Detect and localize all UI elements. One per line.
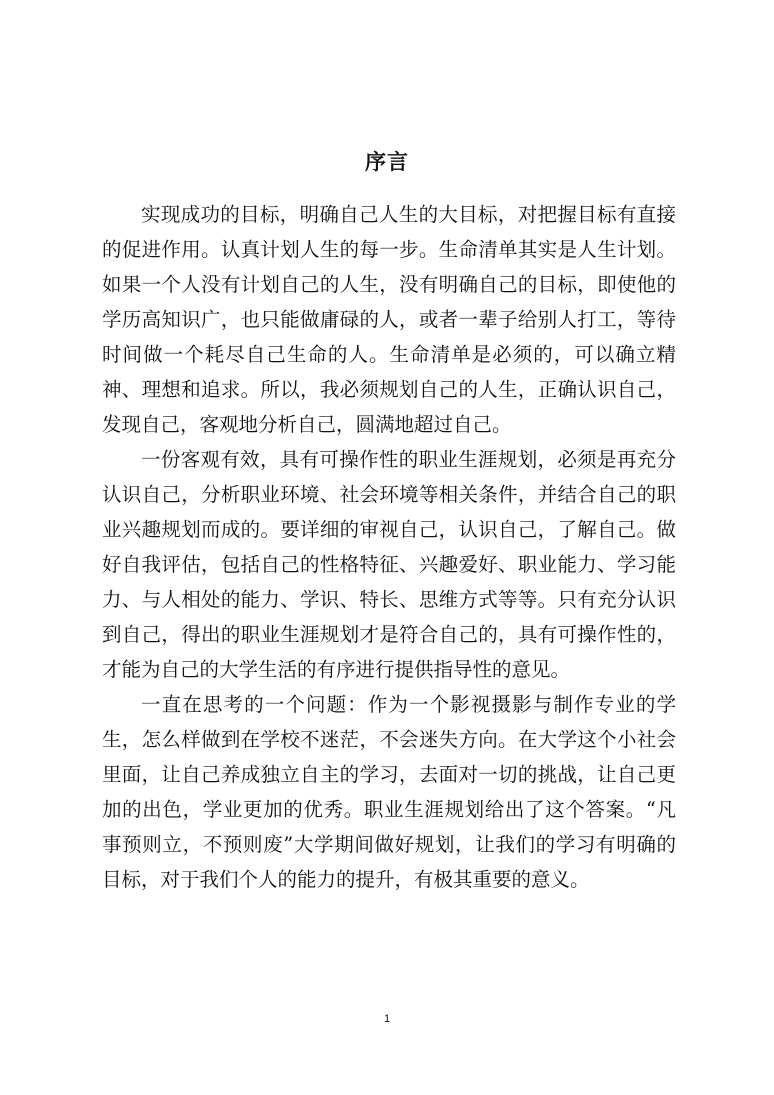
- paragraph-3: 一直在思考的一个问题：作为一个影视摄影与制作专业的学生，怎么样做到在学校不迷茫，不会迷失方向。在大学这个小社会里面，让自己养成独立自主的学习，去面对一切的挑战，让自己更加的出色，学业更加的优秀。职业生涯规划给出了这个答案。“凡事预则立，不预则废”大学期间做好规划，让我们的学习有明确的目标，对于我们个人的能力的提升，有极其重要的意义。: [102, 693, 676, 891]
- page-number: 1: [383, 1013, 391, 1025]
- body-text: [102, 197, 676, 897]
- page-title: 序言: [365, 149, 409, 174]
- paragraph-2: 一份客观有效，具有可操作性的职业生涯规划，必须是再充分认识自己，分析职业环境、社会环境等相关条件，并结合自己的职业兴趣规划而成的。要详细的审视自己，认识自己，了解自己。做好自我评估，包括自己的性格特征、兴趣爱好、职业能力、学习能力、与人相处的能力、学识、特长、思维方式等等。只有充分认识到自己，得出的职业生涯规划才是符合自己的，具有可操作性的，才能为自己的大学生活的有序进行提供指导性的意见。: [102, 448, 676, 681]
- paragraph-1: 实现成功的目标，明确自己人生的大目标，对把握目标有直接的促进作用。认真计划人生的每一步。生命清单其实是人生计划。如果一个人没有计划自己的人生，没有明确自己的目标，即使他的学历高知识广，也只能做庸碌的人，或者一辈子给别人打工，等待时间做一个耗尽自己生命的人。生命清单是必须的，可以确立精神、理想和追求。所以，我必须规划自己的人生，正确认识自己，发现自己，客观地分析自己，圆满地超过自己。: [102, 203, 676, 436]
